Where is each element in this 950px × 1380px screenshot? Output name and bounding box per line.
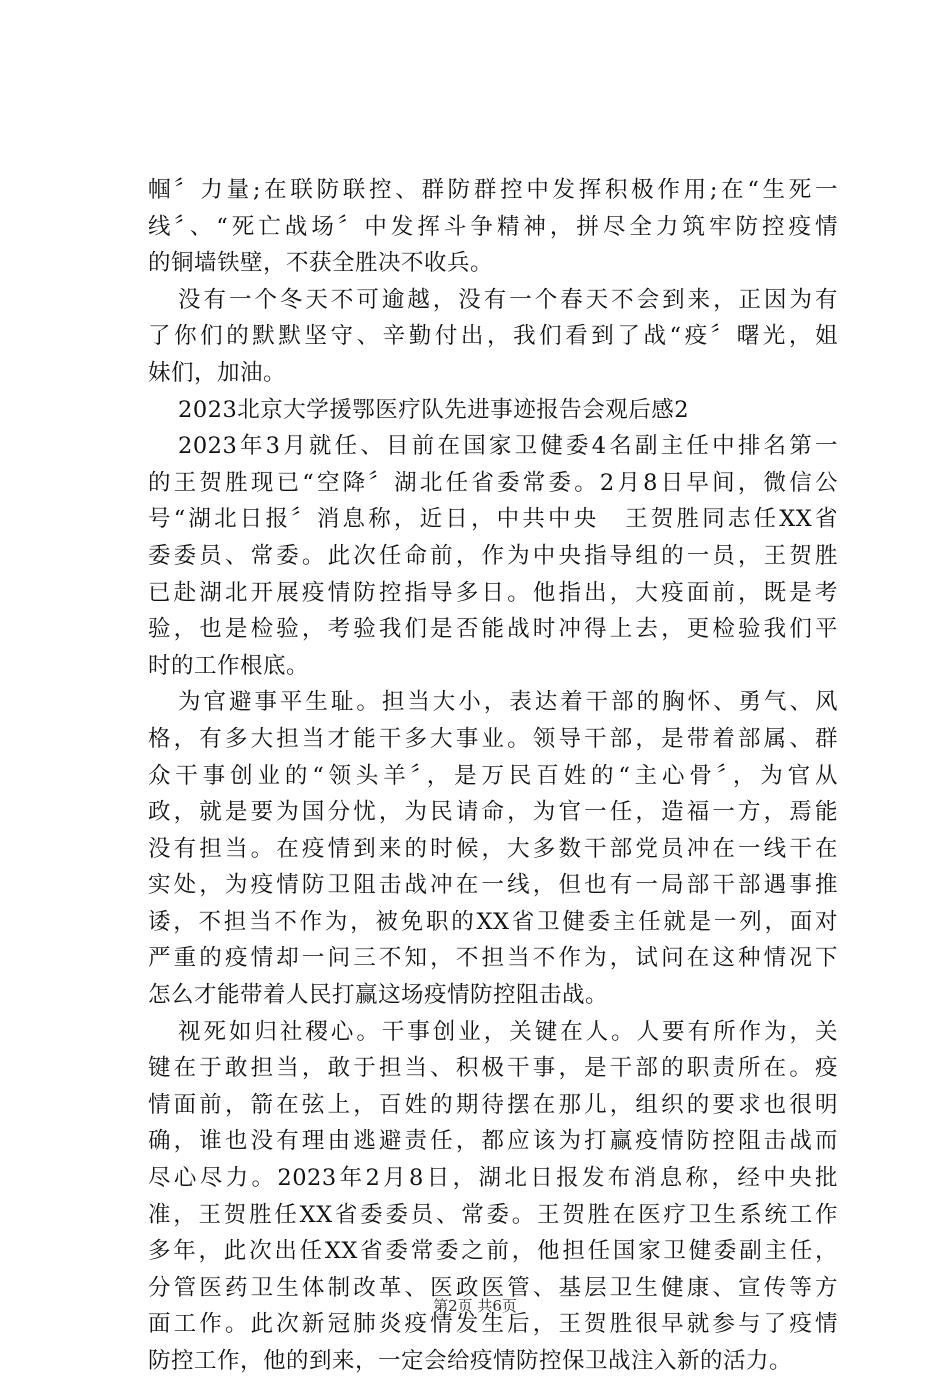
paragraph-start-line: 2023年3月就任、目前在国家卫健委4名副主任中排名第一 — [178, 433, 838, 460]
text-line: 防控工作，他的到来，一定会给疫情防控保卫战注入新的活力。 — [148, 1348, 793, 1374]
text-line: 验，也是检验，考验我们是否能战时冲得上去，更检验我们平 — [148, 616, 838, 643]
text-line: 众干事创业的“领头羊〞，是万民百姓的“主心骨〞，为官从 — [148, 762, 838, 789]
paragraph-start-line: 视死如归社稷心。干事创业，关键在人。人要有所作为，关 — [178, 1018, 838, 1045]
text-line: 线〞、“死亡战场〞中发挥斗争精神，拼尽全力筑牢防控疫情 — [148, 213, 838, 240]
text-line: 已赴湖北开展疫情防控指导多日。他指出，大疫面前，既是考 — [148, 579, 838, 606]
text-line: 号“湖北日报〞消息称，近日，中共中央 王贺胜同志任XX省 — [148, 506, 838, 533]
text-line: 实处，为疫情防卫阻击战冲在一线，但也有一局部干部遇事推 — [148, 872, 838, 899]
text-line: 分管医药卫生体制改革、医政医管、基层卫生健康、宣传等方 — [148, 1274, 838, 1301]
text-line: 严重的疫情却一问三不知，不担当不作为，试问在这种情况下 — [148, 945, 838, 972]
text-line: 帼〞力量;在联防联控、群防群控中发挥积极作用;在“生死一 — [148, 177, 838, 203]
text-line: 确，谁也没有理由逃避责任，都应该为打赢疫情防控阻击战而 — [148, 1128, 838, 1155]
paragraph-start-line: 没有一个冬天不可逾越，没有一个春天不会到来，正因为有 — [178, 286, 838, 313]
text-line: 委委员、常委。此次任命前，作为中央指导组的一员，王贺胜 — [148, 542, 838, 569]
text-line: 时的工作根底。 — [148, 652, 310, 679]
text-line: 情面前，箭在弦上，百姓的期待摆在那儿，组织的要求也很明 — [148, 1091, 838, 1118]
text-line: 多年，此次出任XX省委常委之前，他担任国家卫健委副主任， — [148, 1238, 838, 1265]
text-line: 妹们，加油。 — [148, 359, 287, 386]
text-line: 的王贺胜现已“空降〞湖北任省委常委。2月8日早间，微信公 — [148, 469, 838, 496]
section-heading: 2023北京大学援鄂医疗队先进事迹报告会观后感2 — [178, 396, 690, 423]
text-line: 怎么才能带着人民打赢这场疫情防控阻击战。 — [148, 982, 609, 1009]
text-line: 面工作。此次新冠肺炎疫情发生后，王贺胜很早就参与了疫情 — [148, 1311, 838, 1338]
text-line: 键在于敢担当，敢于担当、积极干事，是干部的职责所在。疫 — [148, 1055, 838, 1082]
text-line: 没有担当。在疫情到来的时候，大多数干部党员冲在一线干在 — [148, 835, 838, 862]
text-line: 格，有多大担当才能干多大事业。领导干部，是带着部属、群 — [148, 725, 838, 752]
text-line: 尽心尽力。2023年2月8日，湖北日报发布消息称，经中央批 — [148, 1165, 838, 1192]
paragraph-start-line: 为官避事平生耻。担当大小，表达着干部的胸怀、勇气、风 — [178, 689, 838, 716]
text-line: 的铜墙铁壁，不获全胜决不收兵。 — [148, 250, 494, 277]
page-number-footer: 第2页 共6页 — [433, 1297, 517, 1315]
text-line: 政，就是要为国分忧，为民请命，为官一任，造福一方，焉能 — [148, 799, 838, 826]
text-line: 诿，不担当不作为，被免职的XX省卫健委主任就是一列，面对 — [148, 908, 838, 935]
document-body — [148, 172, 838, 1380]
text-line: 准，王贺胜任XX省委委员、常委。王贺胜在医疗卫生系统工作 — [148, 1201, 838, 1228]
text-line: 了你们的默默坚守、辛勤付出，我们看到了战“疫〞曙光，姐 — [148, 323, 838, 350]
